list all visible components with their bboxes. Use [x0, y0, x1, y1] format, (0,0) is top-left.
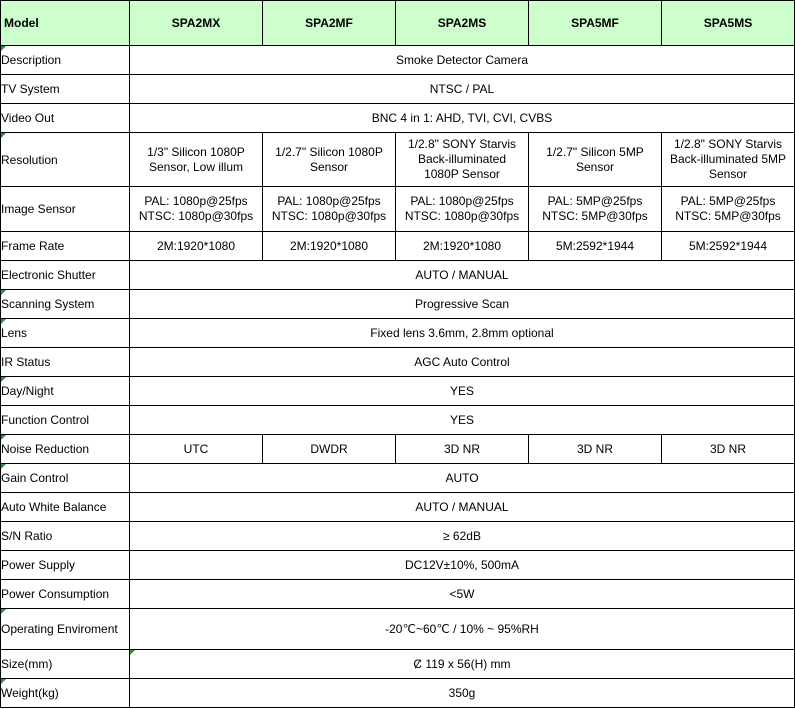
spec-value: AUTO / MANUAL — [130, 493, 795, 522]
spec-row-power-supply — [1, 551, 795, 580]
spec-value: 1/3" Silicon 1080P Sensor, Low illum — [130, 133, 263, 187]
spec-label: Description — [1, 46, 130, 75]
spec-row-lens — [1, 319, 795, 348]
spec-value: AUTO — [130, 464, 795, 493]
spec-label: Weight(kg) — [1, 679, 130, 708]
spec-value: 3D NR — [662, 435, 795, 464]
spec-value: AUTO / MANUAL — [130, 261, 795, 290]
spec-label: Size(mm) — [1, 650, 130, 679]
spec-label: S/N Ratio — [1, 522, 130, 551]
spec-value: 3D NR — [529, 435, 662, 464]
header-cell-spa2ms: SPA2MS — [396, 1, 529, 46]
spec-label: Day/Night — [1, 377, 130, 406]
spec-label: IR Status — [1, 348, 130, 377]
spec-label: Lens — [1, 319, 130, 348]
spec-value: 3D NR — [396, 435, 529, 464]
spec-label: Noise Reduction — [1, 435, 130, 464]
spec-row-electronic-shutter — [1, 261, 795, 290]
spec-row-noise-reduction — [1, 435, 795, 464]
spec-row-size-mm — [1, 650, 795, 679]
spec-value: AGC Auto Control — [130, 348, 795, 377]
spec-value: UTC — [130, 435, 263, 464]
spec-value: 2M:1920*1080 — [396, 232, 529, 261]
spec-row-weight-kg — [1, 679, 795, 708]
spec-value: Fixed lens 3.6mm, 2.8mm optional — [130, 319, 795, 348]
spec-value: Smoke Detector Camera — [130, 46, 795, 75]
spec-label: Frame Rate — [1, 232, 130, 261]
spec-value: <5W — [130, 580, 795, 609]
header-cell-model: Model — [1, 1, 130, 46]
spec-value: -20℃~60℃ / 10% ~ 95%RH — [130, 609, 795, 650]
spec-row-operating-enviroment — [1, 609, 795, 650]
header-cell-spa2mf: SPA2MF — [263, 1, 396, 46]
spec-value: YES — [130, 377, 795, 406]
spec-value: PAL: 1080p@25fps NTSC: 1080p@30fps — [396, 187, 529, 232]
spec-label: Power Supply — [1, 551, 130, 580]
spec-value: YES — [130, 406, 795, 435]
spec-row-resolution — [1, 133, 795, 187]
spec-value: NTSC / PAL — [130, 75, 795, 104]
spec-value: 2M:1920*1080 — [130, 232, 263, 261]
spec-value: ≥ 62dB — [130, 522, 795, 551]
spec-label: Video Out — [1, 104, 130, 133]
spec-value: 1/2.8" SONY Starvis Back-illuminated 5MP Sensor — [662, 133, 795, 187]
spec-row-video-out — [1, 104, 795, 133]
spec-row-tv-system — [1, 75, 795, 104]
spec-value: Ȼ 119 x 56(H) mm — [130, 650, 795, 679]
spec-value: 5M:2592*1944 — [529, 232, 662, 261]
spec-row-day-night — [1, 377, 795, 406]
spec-label: Resolution — [1, 133, 130, 187]
spec-row-scanning-system — [1, 290, 795, 319]
spec-value: PAL: 1080p@25fps NTSC: 1080p@30fps — [263, 187, 396, 232]
spec-value: 1/2.7" Silicon 1080P Sensor — [263, 133, 396, 187]
spec-label: Gain Control — [1, 464, 130, 493]
spec-value: 5M:2592*1944 — [662, 232, 795, 261]
spec-label: Scanning System — [1, 290, 130, 319]
spec-value: 350g — [130, 679, 795, 708]
spec-value: DC12V±10%, 500mA — [130, 551, 795, 580]
spec-value: 1/2.7" Silicon 5MP Sensor — [529, 133, 662, 187]
spec-label: TV System — [1, 75, 130, 104]
spec-label: Image Sensor — [1, 187, 130, 232]
spec-row-auto-white-balance — [1, 493, 795, 522]
spec-row-power-consumption — [1, 580, 795, 609]
header-cell-spa5mf: SPA5MF — [529, 1, 662, 46]
header-cell-spa2mx: SPA2MX — [130, 1, 263, 46]
spec-label: Electronic Shutter — [1, 261, 130, 290]
spec-row-s-n-ratio — [1, 522, 795, 551]
spec-label: Function Control — [1, 406, 130, 435]
header-row — [1, 1, 795, 46]
spec-value: Progressive Scan — [130, 290, 795, 319]
spec-row-image-sensor — [1, 187, 795, 232]
spec-value: PAL: 5MP@25fps NTSC: 5MP@30fps — [662, 187, 795, 232]
spec-value: PAL: 5MP@25fps NTSC: 5MP@30fps — [529, 187, 662, 232]
spec-label: Power Consumption — [1, 580, 130, 609]
spec-row-ir-status — [1, 348, 795, 377]
spec-row-function-control — [1, 406, 795, 435]
spec-value: DWDR — [263, 435, 396, 464]
spec-body — [1, 46, 795, 708]
spec-row-gain-control — [1, 464, 795, 493]
spec-value: 1/2.8" SONY Starvis Back-illuminated 1080P Sensor — [396, 133, 529, 187]
spec-row-frame-rate — [1, 232, 795, 261]
header-cell-spa5ms: SPA5MS — [662, 1, 795, 46]
spec-row-description — [1, 46, 795, 75]
spec-value: BNC 4 in 1: AHD, TVI, CVI, CVBS — [130, 104, 795, 133]
spec-value: 2M:1920*1080 — [263, 232, 396, 261]
spec-value: PAL: 1080p@25fps NTSC: 1080p@30fps — [130, 187, 263, 232]
spec-label: Operating Enviroment — [1, 609, 130, 650]
spec-label: Auto White Balance — [1, 493, 130, 522]
